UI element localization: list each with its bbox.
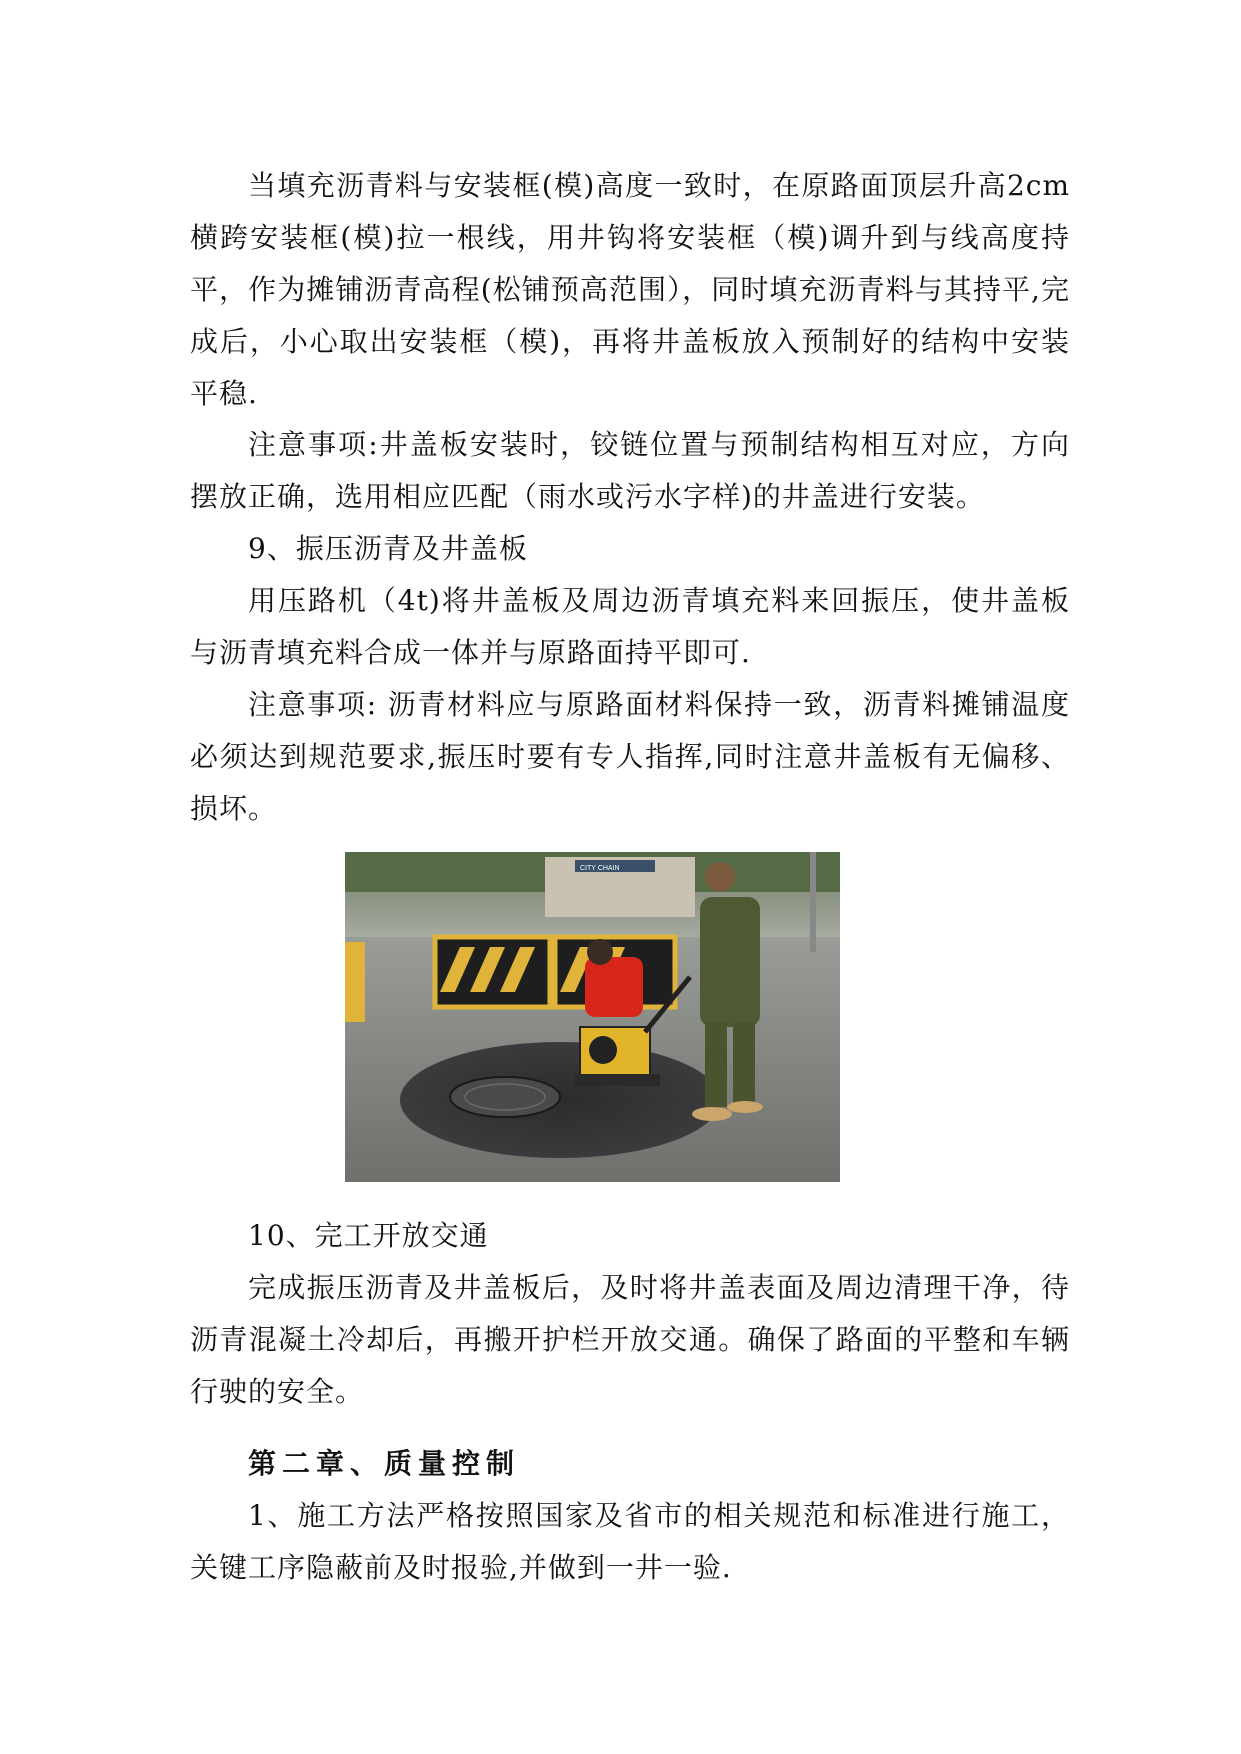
paragraph-compaction: 用压路机（4t)将井盖板及周边沥青填充料来回振压，使井盖板与沥青填充料合成一体并与原路面持平即可.	[190, 584, 1070, 669]
chapter-2-title: 第二章、质量控制	[248, 1447, 521, 1480]
paragraph-quality-item-1: 1、施工方法严格按照国家及省市的相关规范和标准进行施工，关键工序隐蔽前及时报验,并做到一井一验.	[190, 1499, 1070, 1584]
section-10-heading: 10、完工开放交通	[248, 1219, 489, 1252]
section-9-heading: 9、振压沥青及井盖板	[248, 532, 528, 565]
shop-sign-text: CITY CHAIN	[580, 865, 620, 872]
paragraph-cover-notice: 注意事项:井盖板安装时，铰链位置与预制结构相互对应，方向摆放正确，选用相应匹配（雨水或污水字样)的井盖进行安装。	[190, 428, 1070, 513]
paragraph-install-frame: 当填充沥青料与安装框(模)高度一致时，在原路面顶层升高2cm横跨安装框(模)拉一根线，用井钩将安装框（模)调升到与线高度持平，作为摊铺沥青高程(松铺预高范围），同时填充沥青料与其持平,完成后，小心取出安装框（模)，再将井盖板放入预制好的结构中安装平稳.	[190, 169, 1070, 410]
paragraph-asphalt-notice: 注意事项: 沥青材料应与原路面材料保持一致，沥青料摊铺温度必须达到规范要求,振压时要有专人指挥,同时注意井盖板有无偏移、损坏。	[190, 688, 1070, 825]
paragraph-open-traffic: 完成振压沥青及井盖板后，及时将井盖表面及周边清理干净，待沥青混凝土冷却后，再搬开护栏开放交通。确保了路面的平整和车辆行驶的安全。	[190, 1271, 1070, 1408]
construction-photo	[345, 852, 840, 1182]
